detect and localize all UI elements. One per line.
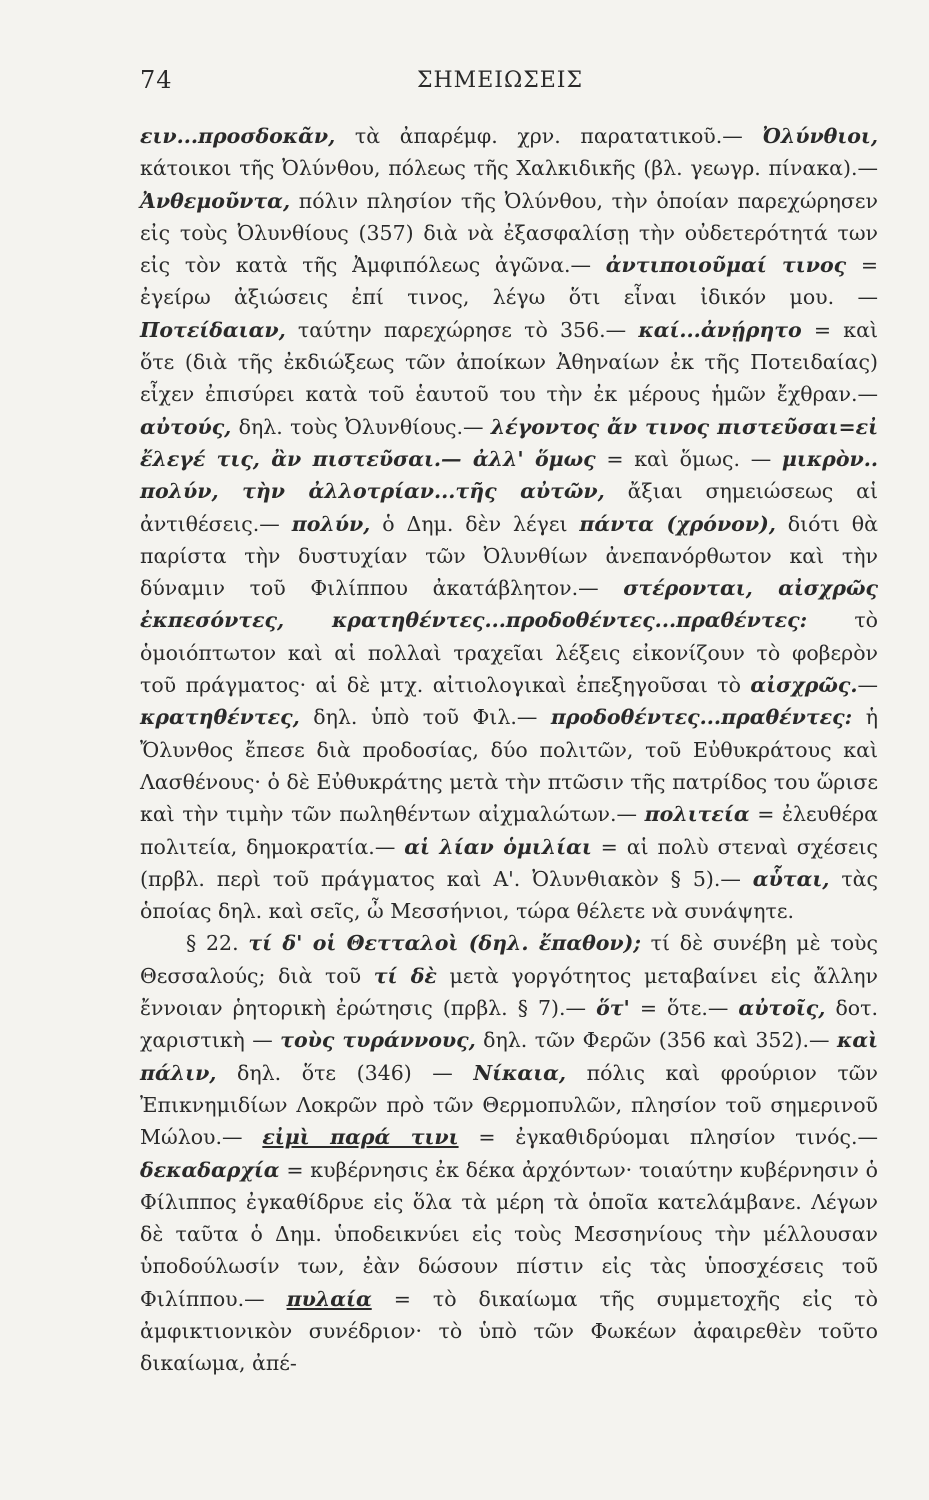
- lemma: Ποτείδαιαν,: [140, 317, 286, 342]
- note-text: τὸ ὁμοιόπτωτον καὶ αἱ πολλαὶ τραχεῖαι λέξεις εἰκονίζουν τὸ φοβερὸν τοῦ πράγματος· αἱ δὲ μτχ. αἰτιολογικαὶ ἐπεξηγοῦσαι τὸ: [140, 608, 878, 698]
- lemma: ὅτ': [596, 996, 630, 1021]
- page-header: [140, 66, 860, 106]
- lemma: πυλαία: [286, 1286, 372, 1311]
- lemma: αὐτούς,: [140, 414, 232, 439]
- note-text: = καὶ ὅτε (διὰ τῆς ἐκδιώξεως τῶν ἀποίκων Ἀθηναίων ἐκ τῆς Ποτειδαίας) εἶχεν ἐπισύρει κατὰ τοῦ ἑαυτοῦ του τὴν ἐκ μέρους ἡμῶν ἔχθραν.—: [140, 317, 878, 407]
- lemma: καί...ἀνῄρητο: [638, 317, 802, 342]
- lemma: κρατηθέντες,: [140, 705, 300, 730]
- lemma: ειν...προσδοκᾶν,: [140, 124, 336, 148]
- note-text: = ἐγκαθιδρύομαι πλησίον τινός.—: [458, 1125, 878, 1150]
- note-text: πόλιν πλησίον τῆς Ὀλύνθου, τὴν ὁποίαν παρεχώρησεν εἰς τοὺς Ὀλυνθίους (357) διὰ νὰ ἐξασφαλίσῃ τὴν οὐδετερότητά των εἰς τὸν κατὰ τῆς Ἀμφιπόλεως ἀγῶνα.—: [140, 188, 878, 278]
- note-text: διότι θὰ παρίστα τὴν δυστυχίαν τῶν Ὀλυνθίων ἀνεπανόρθωτον καὶ τὴν δύναμιν τοῦ Φιλίππου ἀκατάβλητον.—: [140, 511, 878, 601]
- lemma: Ὀλύνθιοι,: [762, 124, 878, 148]
- paragraph-2: [140, 927, 878, 1379]
- lemma: αἱ λίαν ὁμιλίαι: [404, 834, 592, 859]
- note-text: = τὸ δικαίωμα τῆς συμμετοχῆς εἰς τὸ ἀμφικτιονικὸν συνέδριον· τὸ ὑπὸ τῶν Φωκέων ἀφαιρεθὲν τοῦτο δικαίωμα, ἀπέ-: [140, 1286, 878, 1376]
- lemma: τί δὲ: [373, 963, 437, 988]
- note-text: δηλ. τοὺς Ὀλυνθίους.—: [231, 414, 491, 439]
- lemma: Ἀνθεμοῦντα,: [140, 188, 291, 213]
- lemma: προδοθέντες...πραθέντες:: [550, 705, 853, 730]
- lemma: λέγοντος ἄν τινος πιστεῦσαι=εἰ ἔλεγέ τις, ἂν πιστεῦσαι.— ἀλλ' ὅμως: [140, 414, 879, 471]
- running-head: ΣΗΜΕΙΩΣΕΙΣ: [416, 68, 584, 93]
- lemma: τοὺς τυράννους,: [280, 1028, 476, 1053]
- note-text: ταύτην παρεχώρησε τὸ 356.—: [285, 317, 639, 342]
- note-text: πόλις καὶ φρούριον τῶν Ἐπικνημιδίων Λοκρῶν πρὸ τῶν Θερμοπυλῶν, πλησίον τοῦ σημερινοῦ Μώλου.—: [140, 1060, 878, 1150]
- lemma: δεκαδαρχία: [140, 1157, 280, 1182]
- page-number: 74: [140, 66, 173, 94]
- lemma: μικρὸν.. πολύν, τὴν ἀλλοτρίαν...τῆς αὐτῶν,: [140, 446, 878, 504]
- paragraph-1: [140, 120, 878, 927]
- note-text: τί δὲ συνέβη μὲ τοὺς Θεσσαλούς; διὰ τοῦ: [140, 931, 878, 988]
- note-text: —: [857, 673, 878, 698]
- note-text: = αἱ πολὺ στεναὶ σχέσεις (πρβλ. περὶ τοῦ πράγματος καὶ Α'. Ὀλυνθιακὸν § 5).—: [140, 834, 878, 891]
- note-text: ὁ Δημ. δὲν λέγει: [370, 511, 580, 536]
- lemma: εἰμὶ παρά τινι: [262, 1125, 459, 1150]
- note-text: δηλ. ὑπὸ τοῦ Φιλ.—: [299, 705, 551, 730]
- note-text: τὰς ὁποίας δηλ. καὶ σεῖς, ὦ Μεσσήνιοι, τώρα θέλετε νὰ συνάψητε.: [140, 866, 878, 924]
- note-text: = κυβέρνησις ἐκ δέκα ἀρχόντων· τοιαύτην κυβέρνησιν ὁ Φίλιππος ἐγκαθίδρυε εἰς ὅλα τὰ μέρη τὰ ὁποῖα κατελάμβανε. Λέγων δὲ ταῦτα ὁ Δημ. ὑποδεικνύει εἰς τοὺς Μεσσηνίους τὴν μέλλουσαν ὑποδούλωσίν των, ἐὰν δώσουν πίστιν εἰς τὰς ὑποσχέσεις τοῦ Φιλίππου.—: [140, 1157, 878, 1311]
- lemma: στέρονται, αἰσχρῶς ἐκπεσόντες, κρατηθέντες...προδοθέντες...πραθέντες:: [140, 576, 879, 633]
- lemma: καὶ πάλιν,: [140, 1028, 879, 1085]
- note-text: = ὅτε.—: [629, 996, 739, 1021]
- note-text: δοτ. χαριστικὴ —: [140, 996, 879, 1053]
- lemma: Νίκαια,: [473, 1060, 567, 1085]
- note-text: = καὶ ὅμως. —: [595, 446, 782, 471]
- note-text: δηλ. τῶν Φερῶν (356 καὶ 352).—: [475, 1028, 837, 1053]
- lemma: ἀντιποιοῦμαί τινος: [605, 253, 847, 278]
- lemma: πολύν,: [291, 511, 371, 536]
- note-text: = ἐλευθέρα πολιτεία, δημοκρατία.—: [140, 802, 878, 859]
- lemma: αἰσχρῶς.: [750, 673, 858, 698]
- lemma: αὐτοῖς,: [738, 996, 826, 1021]
- commentary-text: [140, 120, 878, 1380]
- lemma: πάντα (χρόνον),: [579, 511, 776, 536]
- note-text: κάτοικοι τῆς Ὀλύνθου, πόλεως τῆς Χαλκιδικῆς (βλ. γεωγρ. πίνακα).—: [140, 156, 878, 181]
- note-text: τὰ ἀπαρέμφ. χρν. παρατατικοῦ.—: [335, 124, 763, 148]
- lemma: πολιτεία: [644, 802, 750, 827]
- note-text: = ἐγείρω ἀξιώσεις ἐπί τινος, λέγω ὅτι εἶναι ἰδικόν μου. —: [140, 253, 879, 310]
- note-text: ἡ Ὄλυνθος ἔπεσε διὰ προδοσίας, δύο πολιτῶν, τοῦ Εὐθυκράτους καὶ Λασθένους· ὁ δὲ Εὐθυκράτης μετὰ τὴν πτῶσιν τῆς πατρίδος του ὥρισε καὶ τὴν τιμὴν τῶν πωληθέντων αἰχμαλώτων.—: [140, 705, 878, 827]
- note-text: δηλ. ὅτε (346) —: [216, 1060, 474, 1085]
- lemma: αὗται,: [752, 866, 830, 891]
- note-text: ἄξιαι σημειώσεως αἱ ἀντιθέσεις.—: [140, 479, 878, 536]
- section-mark: § 22.: [186, 931, 249, 956]
- lemma: τί δ' οἱ Θετταλοὶ (δηλ. ἔπαθον);: [248, 931, 641, 956]
- note-text: μετὰ γοργότητος μεταβαίνει εἰς ἄλλην ἔννοιαν ῥητορικὴ ἐρώτησις (πρβλ. § 7).—: [140, 963, 878, 1021]
